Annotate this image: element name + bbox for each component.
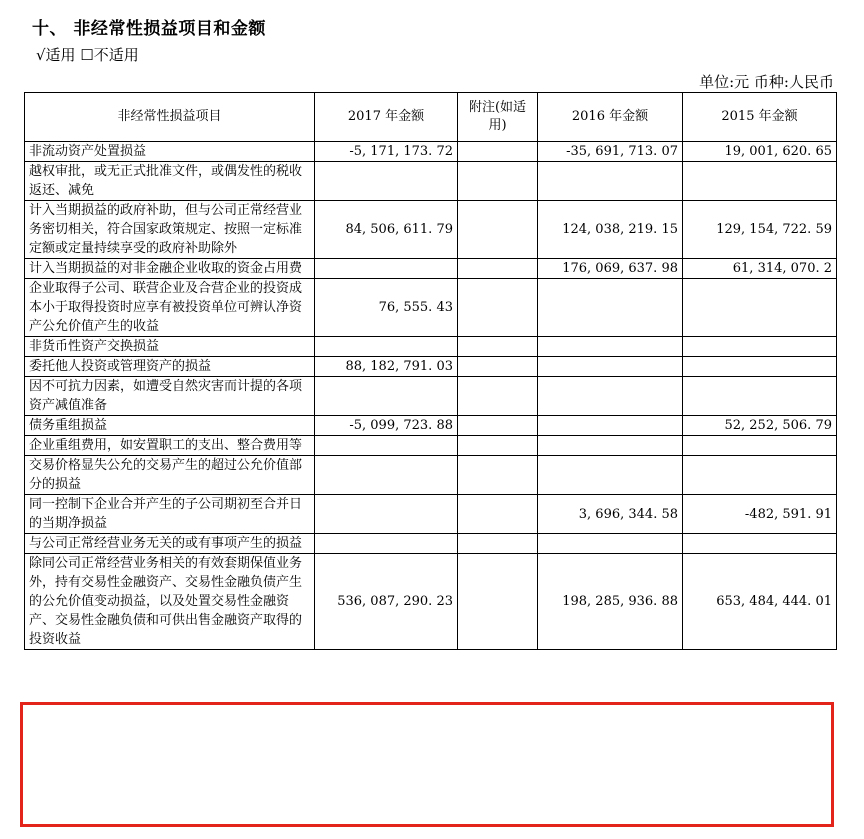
header-note: 附注(如适用)	[458, 93, 538, 142]
table-row	[25, 357, 837, 377]
table-body	[25, 142, 837, 650]
cell-note	[458, 534, 538, 554]
cell-note	[458, 201, 538, 259]
cell-item: 计入当期损益的对非金融企业收取的资金占用费	[25, 259, 315, 279]
cell-y2016: 124, 038, 219. 15	[538, 201, 683, 259]
cell-note	[458, 279, 538, 337]
cell-y2016	[538, 416, 683, 436]
table-row	[25, 554, 837, 650]
cell-y2016: 3, 696, 344. 58	[538, 495, 683, 534]
cell-y2016	[538, 337, 683, 357]
cell-y2017: 88, 182, 791. 03	[315, 357, 458, 377]
cell-y2016	[538, 534, 683, 554]
cell-item: 除同公司正常经营业务相关的有效套期保值业务外，持有交易性金融资产、交易性金融负债产生的公允价值变动损益，以及处置交易性金融资产、交易性金融负债和可供出售金融资产取得的投资收益	[25, 554, 315, 650]
cell-y2017: -5, 099, 723. 88	[315, 416, 458, 436]
table-row	[25, 201, 837, 259]
cell-y2017: -5, 171, 173. 72	[315, 142, 458, 162]
table-row	[25, 259, 837, 279]
section-title: 十、 非经常性损益项目和金额	[32, 19, 266, 39]
cell-y2017	[315, 337, 458, 357]
non-recurring-gains-table	[24, 92, 837, 650]
cell-y2015: 129, 154, 722. 59	[683, 201, 837, 259]
cell-y2015	[683, 279, 837, 337]
table-row	[25, 377, 837, 416]
cell-note	[458, 377, 538, 416]
cell-item: 计入当期损益的政府补助，但与公司正常经营业务密切相关，符合国家政策规定、按照一定标准定额或定量持续享受的政府补助除外	[25, 201, 315, 259]
cell-y2016	[538, 357, 683, 377]
cell-item: 非流动资产处置损益	[25, 142, 315, 162]
table-row	[25, 456, 837, 495]
cell-item: 与公司正常经营业务无关的或有事项产生的损益	[25, 534, 315, 554]
cell-item: 因不可抗力因素，如遭受自然灾害而计提的各项资产减值准备	[25, 377, 315, 416]
cell-item: 企业重组费用，如安置职工的支出、整合费用等	[25, 436, 315, 456]
cell-note	[458, 554, 538, 650]
cell-item: 越权审批，或无正式批准文件，或偶发性的税收返还、减免	[25, 162, 315, 201]
cell-y2015	[683, 436, 837, 456]
header-2016: 2016 年金额	[538, 93, 683, 142]
cell-item: 债务重组损益	[25, 416, 315, 436]
cell-y2017	[315, 259, 458, 279]
table-row	[25, 495, 837, 534]
cell-item: 同一控制下企业合并产生的子公司期初至合并日的当期净损益	[25, 495, 315, 534]
cell-y2016	[538, 279, 683, 337]
table-row	[25, 416, 837, 436]
table-header-row	[25, 93, 837, 142]
cell-y2015: 61, 314, 070. 2	[683, 259, 837, 279]
cell-note	[458, 259, 538, 279]
cell-y2017	[315, 534, 458, 554]
table-row	[25, 436, 837, 456]
cell-note	[458, 337, 538, 357]
cell-y2016	[538, 456, 683, 495]
cell-item: 交易价格显失公允的交易产生的超过公允价值部分的损益	[25, 456, 315, 495]
cell-y2016: -35, 691, 713. 07	[538, 142, 683, 162]
unit-currency-note: 单位:元 币种:人民币	[699, 73, 834, 91]
cell-y2017	[315, 162, 458, 201]
cell-y2015	[683, 357, 837, 377]
cell-note	[458, 495, 538, 534]
cell-y2017	[315, 456, 458, 495]
cell-y2015	[683, 377, 837, 416]
cell-y2015: -482, 591. 91	[683, 495, 837, 534]
cell-y2015: 19, 001, 620. 65	[683, 142, 837, 162]
cell-y2017	[315, 436, 458, 456]
cell-y2015	[683, 534, 837, 554]
cell-item: 委托他人投资或管理资产的损益	[25, 357, 315, 377]
table-row	[25, 279, 837, 337]
cell-note	[458, 416, 538, 436]
cell-note	[458, 142, 538, 162]
cell-y2017: 76, 555. 43	[315, 279, 458, 337]
cell-y2016: 176, 069, 637. 98	[538, 259, 683, 279]
cell-note	[458, 162, 538, 201]
cell-y2016	[538, 377, 683, 416]
cell-y2016	[538, 162, 683, 201]
cell-y2015	[683, 456, 837, 495]
cell-y2016	[538, 436, 683, 456]
cell-y2016: 198, 285, 936. 88	[538, 554, 683, 650]
cell-y2017	[315, 377, 458, 416]
header-2017: 2017 年金额	[315, 93, 458, 142]
cell-y2017: 84, 506, 611. 79	[315, 201, 458, 259]
cell-note	[458, 357, 538, 377]
table-row	[25, 162, 837, 201]
cell-y2015: 653, 484, 444. 01	[683, 554, 837, 650]
header-item: 非经常性损益项目	[25, 93, 315, 142]
table-row	[25, 534, 837, 554]
cell-item: 非货币性资产交换损益	[25, 337, 315, 357]
cell-y2017: 536, 087, 290. 23	[315, 554, 458, 650]
table-row	[25, 337, 837, 357]
cell-y2015	[683, 162, 837, 201]
cell-item: 企业取得子公司、联营企业及合营企业的投资成本小于取得投资时应享有被投资单位可辨认净资产公允价值产生的收益	[25, 279, 315, 337]
cell-y2017	[315, 495, 458, 534]
table-row	[25, 142, 837, 162]
highlight-box	[20, 702, 834, 827]
cell-y2015	[683, 337, 837, 357]
cell-note	[458, 456, 538, 495]
header-2015: 2015 年金额	[683, 93, 837, 142]
cell-y2015: 52, 252, 506. 79	[683, 416, 837, 436]
cell-note	[458, 436, 538, 456]
applicability-options: √适用 ☐不适用	[36, 46, 139, 64]
